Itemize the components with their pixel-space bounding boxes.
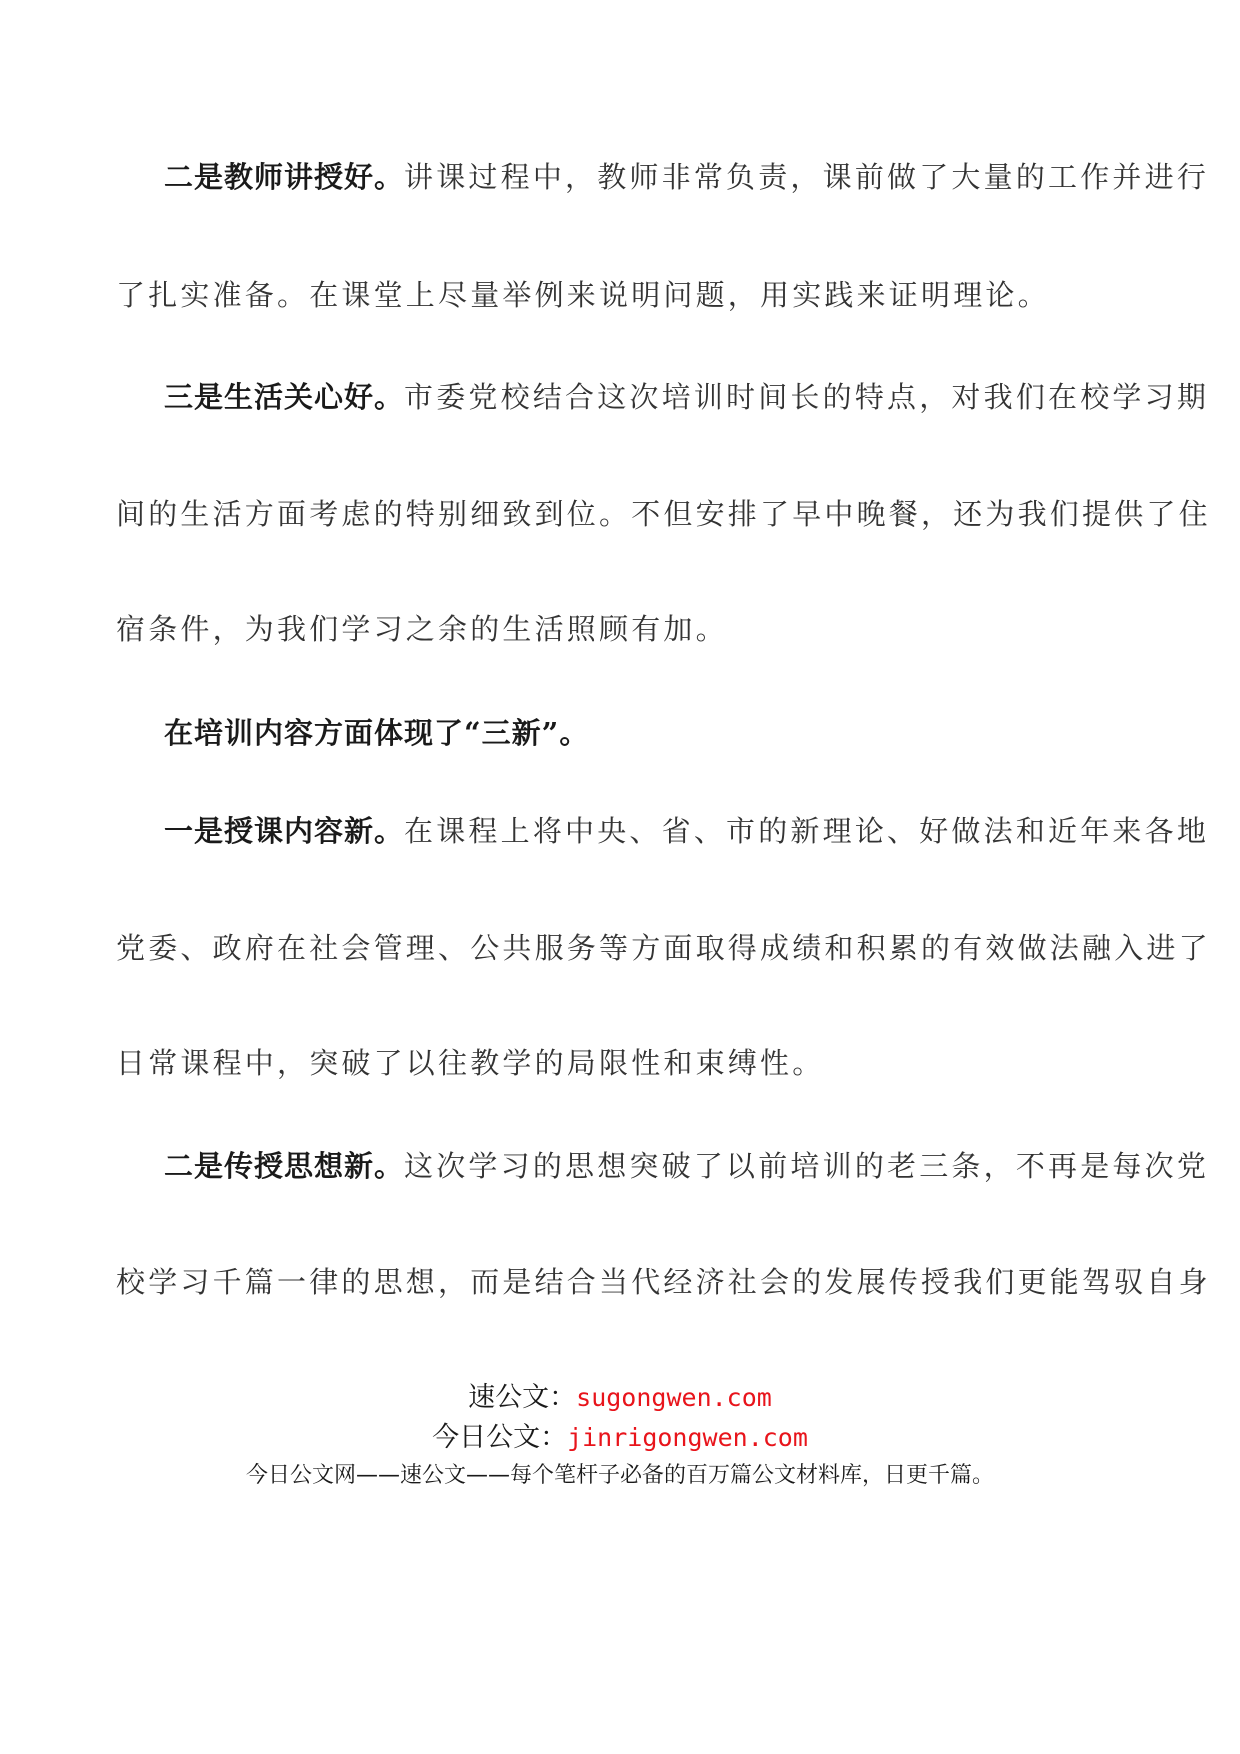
paragraph-5-text: 这次学习的思想突破了以前培训的老三条，不再是每次党 [404, 1149, 1210, 1183]
footer-line-1 [0, 1375, 1240, 1414]
footer-tagline: 今日公文网——速公文——每个笔杆子必备的百万篇公文材料库，日更千篇。 [245, 1463, 994, 1488]
footer-label-1: 速公文： [468, 1382, 577, 1413]
paragraph-1-text: 讲课过程中，教师非常负责，课前做了大量的工作并进行 [404, 160, 1210, 194]
paragraph-1-line-2: 了扎实准备。在课堂上尽量举例来说明问题，用实践来证明理论。 [116, 278, 1050, 312]
paragraph-5-line-1 [164, 1146, 1210, 1186]
paragraph-2-line-2: 间的生活方面考虑的特别细致到位。不但安排了早中晚餐，还为我们提供了住 [116, 497, 1211, 531]
footer-link-jinrigongwen[interactable]: jinrigongwen.com [567, 1423, 808, 1452]
footer-label-2: 今日公文： [432, 1422, 568, 1453]
footer-link-sugongwen[interactable]: sugongwen.com [576, 1383, 772, 1412]
paragraph-2-line-3: 宿条件，为我们学习之余的生活照顾有加。 [116, 612, 728, 646]
footer-line-2 [0, 1415, 1240, 1454]
paragraph-5-line-2: 校学习千篇一律的思想，而是结合当代经济社会的发展传授我们更能驾驭自身 [116, 1265, 1211, 1299]
paragraph-2-lead: 三是生活关心好。 [164, 380, 405, 414]
section-heading: 在培训内容方面体现了“三新”。 [164, 716, 590, 750]
paragraph-1-lead: 二是教师讲授好。 [164, 160, 405, 194]
paragraph-4-lead: 一是授课内容新。 [164, 814, 405, 848]
paragraph-4-text: 在课程上将中央、省、市的新理论、好做法和近年来各地 [404, 814, 1210, 848]
paragraph-1-line-1 [164, 157, 1210, 197]
paragraph-2-line-1 [164, 377, 1210, 417]
paragraph-5-lead: 二是传授思想新。 [164, 1149, 405, 1183]
paragraph-4-line-1 [164, 811, 1210, 851]
paragraph-2-text: 市委党校结合这次培训时间长的特点，对我们在校学习期 [404, 380, 1210, 414]
paragraph-3-line-1 [164, 713, 1126, 753]
paragraph-4-line-2: 党委、政府在社会管理、公共服务等方面取得成绩和积累的有效做法融入进了 [116, 931, 1211, 965]
paragraph-4-line-3: 日常课程中，突破了以往教学的局限性和束缚性。 [116, 1046, 825, 1080]
